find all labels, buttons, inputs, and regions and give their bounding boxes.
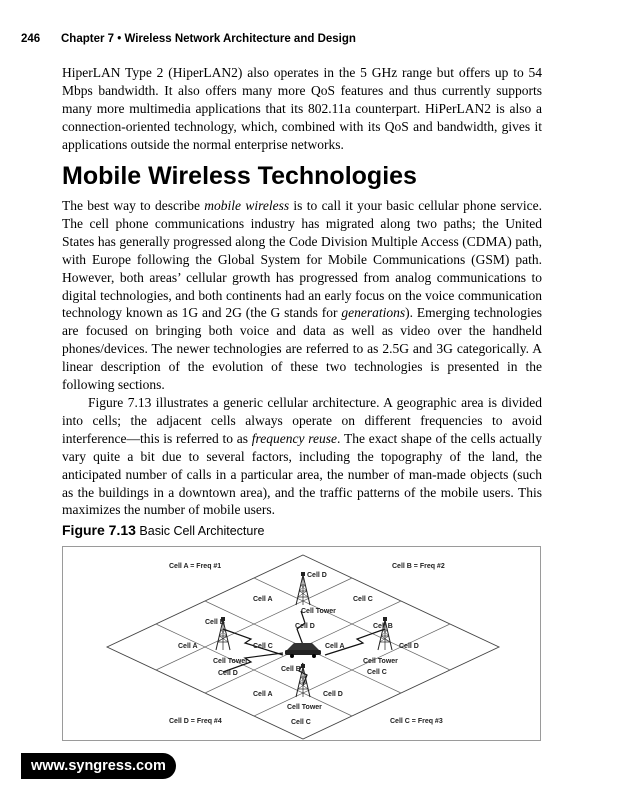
page-number: 246 [21, 33, 41, 45]
tower-label: Cell Tower [301, 608, 336, 615]
legend-cell-b: Cell B = Freq #2 [392, 563, 445, 570]
tower-label: Cell Tower [287, 704, 322, 711]
cell-label: Cell D [295, 623, 315, 630]
figure-caption [62, 522, 542, 538]
cell-label: Cell C [367, 669, 387, 676]
cell-label: Cell D [307, 572, 327, 579]
cell-tower-icon [216, 572, 392, 697]
figure-cell-architecture [62, 546, 541, 741]
cell-label: Cell D [218, 670, 238, 677]
cell-label: Cell A [178, 643, 198, 650]
cell-label: Cell B [205, 619, 225, 626]
emphasis-mobile-wireless: mobile wireless [204, 198, 290, 213]
legend-cell-a: Cell A = Freq #1 [169, 563, 222, 570]
emphasis-frequency-reuse: frequency reuse [251, 430, 338, 446]
cell-label: Cell A [253, 691, 273, 698]
section-title: Mobile Wireless Technologies [62, 162, 417, 190]
car-icon [285, 643, 321, 658]
cell-label: Cell B [373, 623, 393, 630]
cell-grid-diagram [63, 547, 542, 742]
cell-label: Cell D [323, 691, 343, 698]
emphasis-generations: generations [341, 305, 406, 321]
intro-text-block [62, 64, 542, 154]
intro-paragraph: HiperLAN Type 2 (HiperLAN2) also operates in the 5 GHz range but offers up to 54 Mbps bandwidth. It also offers many more QoS features and thus currently supports many more multimedia applications that its 802.11a counterpart. HiPerLAN2 is also a connection-oriented technology, which, combined with its QoS and bandwidth, gives it applications outside the normal enterprise networks. [62, 65, 542, 152]
legend-cell-d: Cell D = Freq #4 [169, 718, 222, 725]
figure-number: Figure 7.13 [62, 522, 136, 538]
cell-label: Cell D [399, 643, 419, 650]
legend-cell-c: Cell C = Freq #3 [390, 718, 443, 725]
cell-label: Cell C [353, 596, 373, 603]
cell-label: Cell B [281, 666, 301, 673]
running-header [21, 33, 581, 49]
paragraph-cell-architecture: Figure 7.13 illustrates a generic cellular architecture. A geographic area is divided into cells; the adjacent cells always operate on different frequencies to avoid interference—this is referred to as frequency reuse. The exact shape of the cells actually vary quite a bit due to several factors, including the topography of the land, the anticipated number of calls in a particular area, the number of man-made objects (such as the buildings in a downtown area), and the traffic patterns of the mobile users. This maximizes the number of mobile users. [62, 394, 543, 518]
paragraph-mobile-wireless: The best way to describe mobile wireless is to call it your basic cellular phone service. The cell phone communications industry has migrated along two paths; the United States has generally progressed along the Code Division Multiple Access (CDMA) path, with Europe following the Global System for Mobile Communications (GSM) path. However, both areas’ cellular growth has progressed from analog communications to digital technologies, and both continents had an early focus on the voice communication technology known as 1G and 2G (the G stands for generations). Emerging technologies are focused on bringing both voice and data as well as video over the handheld phones/devices. The newer technologies are referred to as 2.5G and 3G categorically. A linear description of the evolution of these two technologies is presented in the following sections. [62, 198, 543, 393]
cell-label: Cell C [291, 719, 311, 726]
tower-label: Cell Tower [363, 658, 398, 665]
cell-label: Cell C [253, 643, 273, 650]
chapter-title: Chapter 7 • Wireless Network Architecture and Design [61, 33, 356, 45]
cell-label: Cell A [253, 596, 273, 603]
tower-label: Cell Tower [213, 658, 248, 665]
section-text-block [62, 197, 542, 519]
footer-url-badge[interactable] [21, 753, 176, 779]
figure-title: Basic Cell Architecture [139, 524, 265, 538]
cell-label: Cell A [325, 643, 345, 650]
footer-url[interactable]: www.syngress.com [31, 758, 166, 774]
